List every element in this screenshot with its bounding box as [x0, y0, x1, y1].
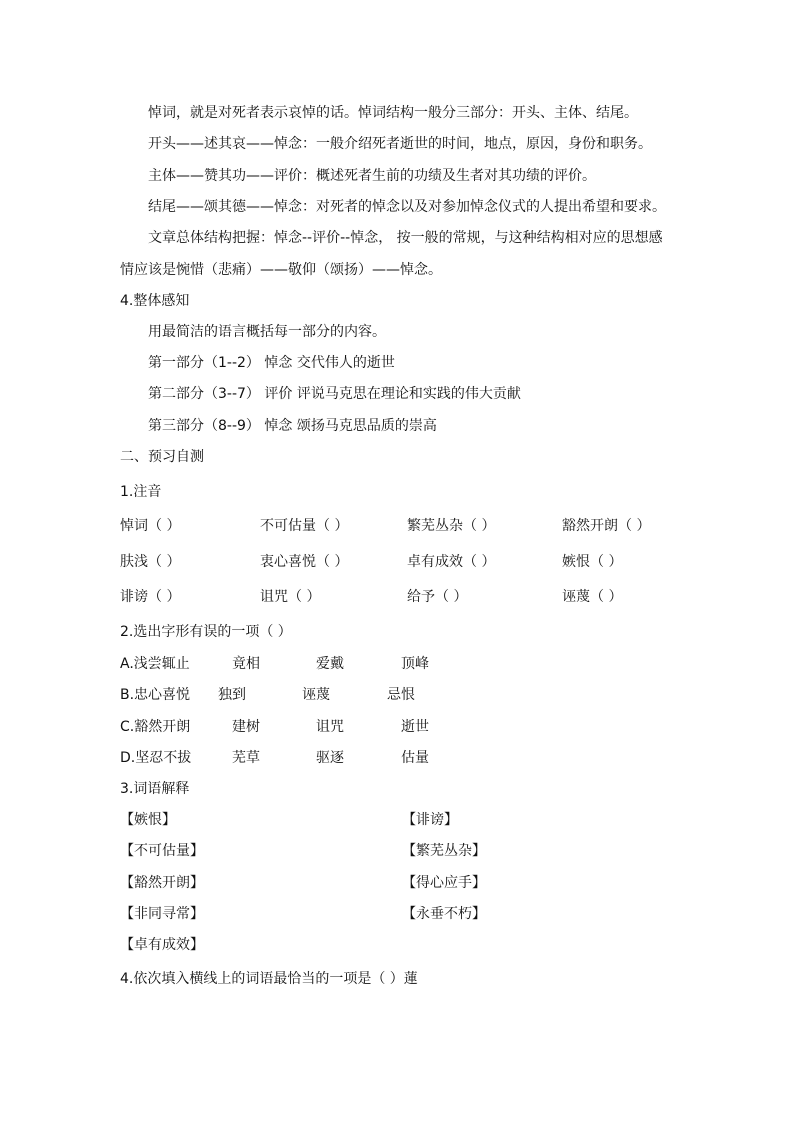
q2-option-c-word-1: C.豁然开朗	[120, 719, 191, 735]
q2-option-b-word-3: 诬蔑	[302, 687, 330, 703]
pinyin-item: 诽谤（ ）	[120, 589, 181, 605]
pinyin-item: 诬蔑（ ）	[562, 589, 623, 605]
section-4-heading: 4.整体感知	[120, 293, 190, 309]
q2-option-d-word-3: 驱逐	[316, 750, 344, 766]
vocab-term: 【非同寻常】	[120, 906, 204, 922]
part-summary-3: 第三部分（8--9） 悼念 颂扬马克思品质的崇高	[148, 418, 437, 434]
q2-option-a-word-1: A.浅尝辄止	[120, 656, 190, 672]
pinyin-item: 诅咒（ ）	[260, 589, 321, 605]
section-4-prompt: 用最简洁的语言概括每一部分的内容。	[148, 324, 386, 340]
vocab-term: 【永垂不朽】	[402, 906, 486, 922]
pinyin-item: 悼词（ ）	[120, 518, 181, 534]
intro-paragraph-5-line-1: 文章总体结构把握：悼念--评价--悼念， 按一般的常规，与这种结构相对应的思想感	[148, 230, 663, 246]
q2-title: 2.选出字形有误的一项（ ）	[120, 624, 292, 640]
q1-title: 1.注音	[120, 484, 162, 500]
pinyin-item: 卓有成效（ ）	[407, 554, 496, 570]
pinyin-item: 给予（ ）	[407, 589, 468, 605]
pinyin-item: 嫉恨（ ）	[562, 554, 623, 570]
q2-option-b-word-1: B.忠心喜悦	[120, 687, 191, 703]
vocab-term: 【不可估量】	[120, 843, 204, 859]
q4-title: 4.依次填入横线上的词语最恰当的一项是（ ）蓮	[120, 971, 418, 987]
q2-option-d-word-2: 芜草	[232, 750, 260, 766]
q2-option-c-word-3: 诅咒	[316, 719, 344, 735]
pinyin-item: 肤浅（ ）	[120, 554, 181, 570]
q2-option-d-word-4: 估量	[401, 750, 429, 766]
pinyin-item: 繁芜丛杂（ ）	[407, 518, 496, 534]
intro-paragraph-3: 主体——赞其功——评价：概述死者生前的功绩及生者对其功绩的评价。	[148, 168, 596, 184]
intro-paragraph-1: 悼词，就是对死者表示哀悼的话。悼词结构一般分三部分：开头、主体、结尾。	[148, 105, 638, 121]
vocab-term: 【豁然开朗】	[120, 875, 204, 891]
q2-option-a-word-3: 爱戴	[316, 656, 344, 672]
pinyin-item: 不可估量（ ）	[260, 518, 349, 534]
intro-paragraph-2: 开头——述其哀——悼念：一般介绍死者逝世的时间，地点，原因，身份和职务。	[148, 136, 652, 152]
q2-option-b-word-2: 独到	[218, 687, 246, 703]
q2-option-c-word-4: 逝世	[401, 719, 429, 735]
intro-paragraph-5-line-2: 情应该是惋惜（悲痛）——敬仰（颂扬）——悼念。	[120, 262, 442, 278]
pinyin-item: 衷心喜悦（ ）	[260, 554, 349, 570]
intro-paragraph-4: 结尾——颂其德——悼念：对死者的悼念以及对参加悼念仪式的人提出希望和要求。	[148, 199, 666, 215]
vocab-term: 【卓有成效】	[120, 937, 204, 953]
vocab-term: 【嫉恨】	[120, 812, 176, 828]
q2-option-c-word-2: 建树	[232, 719, 260, 735]
pinyin-item: 豁然开朗（ ）	[562, 518, 651, 534]
q2-option-d-word-1: D.坚忍不拔	[120, 750, 192, 766]
vocab-term: 【繁芜丛杂】	[402, 843, 486, 859]
part-summary-1: 第一部分（1--2） 悼念 交代伟人的逝世	[148, 355, 395, 371]
q2-option-b-word-4: 忌恨	[387, 687, 415, 703]
vocab-term: 【得心应手】	[402, 875, 486, 891]
q2-option-a-word-2: 竟相	[232, 656, 260, 672]
part-summary-2: 第二部分（3--7） 评价 评说马克思在理论和实践的伟大贡献	[148, 386, 521, 402]
q3-title: 3.词语解释	[120, 781, 190, 797]
vocab-term: 【诽谤】	[402, 812, 458, 828]
part-2-heading: 二、预习自测	[120, 449, 204, 465]
q2-option-a-word-4: 顶峰	[401, 656, 429, 672]
